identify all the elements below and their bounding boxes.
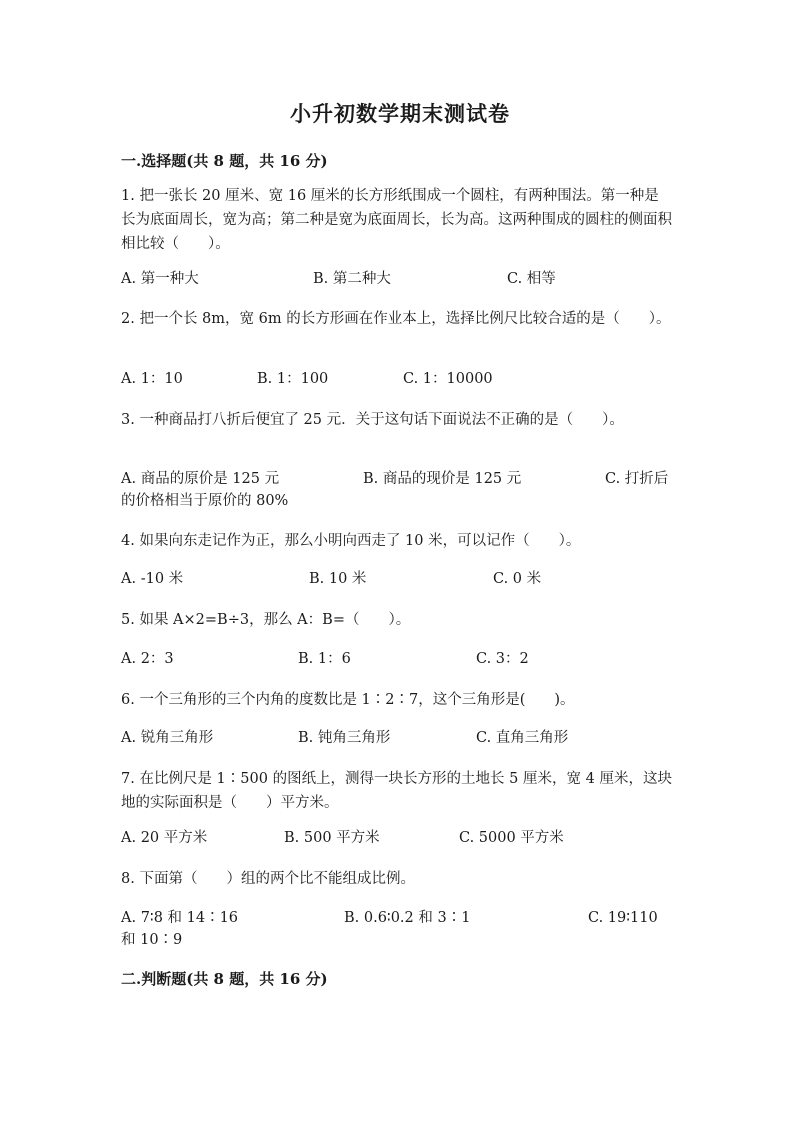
- option-b: B. 第二种大: [313, 271, 391, 287]
- question-2-options: [121, 368, 673, 390]
- option-c-continued: 的价格相当于原价的 80%: [121, 493, 289, 509]
- question-5: 5. 如果 A×2=B÷3，那么 A：B=（ ）。: [121, 612, 411, 628]
- option-a: A. 1：10: [121, 371, 183, 387]
- option-c: C. 3：2: [476, 651, 529, 667]
- option-a: A. 2：3: [121, 651, 174, 667]
- option-c: C. 相等: [507, 271, 556, 287]
- question-3-options: [121, 468, 673, 490]
- section-heading-choice: 一.选择题(共 8 题，共 16 分): [121, 152, 328, 170]
- option-a: A. 第一种大: [121, 271, 199, 287]
- option-b: B. 500 平方米: [284, 830, 380, 846]
- question-2: 2. 把一个长 8m，宽 6m 的长方形画在作业本上，选择比例尺比较合适的是（ ）。: [121, 311, 671, 327]
- question-4-options: [121, 568, 673, 590]
- question-7-options: [121, 827, 673, 849]
- option-b: B. 商品的现价是 125 元: [363, 471, 522, 487]
- option-a: A. -10 米: [121, 571, 184, 587]
- option-b: B. 1：100: [257, 371, 329, 387]
- option-b: B. 1：6: [298, 651, 351, 667]
- option-c: C. 19∶110: [588, 910, 658, 926]
- option-c: C. 直角三角形: [476, 730, 569, 746]
- option-a: A. 锐角三角形: [121, 730, 214, 746]
- question-6-options: [121, 727, 673, 749]
- option-c: C. 打折后: [605, 471, 669, 487]
- option-c: C. 0 米: [493, 571, 542, 587]
- question-1: 1. 把一张长 20 厘米、宽 16 厘米的长方形纸围成一个圆柱，有两种围法。第一种是长为底面周长，宽为高；第二种是宽为底面周长，长为高。这两种围成的圆柱的侧面积相比较（ ）。: [121, 188, 672, 252]
- section-heading-judgment: 二.判断题(共 8 题，共 16 分): [121, 970, 328, 988]
- option-a: A. 7∶8 和 14∶16: [121, 910, 239, 926]
- question-7: 7. 在比例尺是 1∶500 的图纸上，测得一块长方形的土地长 5 厘米，宽 4 厘米，这块地的实际面积是（ ）平方米。: [121, 771, 672, 811]
- question-4: 4. 如果向东走记作为正，那么小明向西走了 10 米，可以记作（ ）。: [121, 533, 581, 549]
- option-b: B. 钝角三角形: [298, 730, 391, 746]
- question-6: 6. 一个三角形的三个内角的度数比是 1∶2∶7，这个三角形是( )。: [121, 692, 575, 708]
- question-5-options: [121, 648, 673, 670]
- option-a: A. 商品的原价是 125 元: [121, 471, 280, 487]
- question-8-options-continued: [121, 929, 673, 951]
- option-b: B. 0.6∶0.2 和 3∶1: [344, 910, 471, 926]
- option-b: B. 10 米: [309, 571, 367, 587]
- page-title: 小升初数学期末测试卷: [290, 101, 510, 126]
- question-8: 8. 下面第（ ）组的两个比不能组成比例。: [121, 871, 415, 887]
- option-c-continued: 和 10∶9: [121, 932, 183, 948]
- question-1-options: [121, 268, 673, 290]
- option-c: C. 1：10000: [403, 371, 493, 387]
- question-3-options-continued: [121, 490, 673, 512]
- question-8-options: [121, 907, 673, 929]
- question-3: 3. 一种商品打八折后便宜了 25 元．关于这句话下面说法不正确的是（ ）。: [121, 412, 624, 428]
- option-c: C. 5000 平方米: [459, 830, 564, 846]
- option-a: A. 20 平方米: [121, 830, 208, 846]
